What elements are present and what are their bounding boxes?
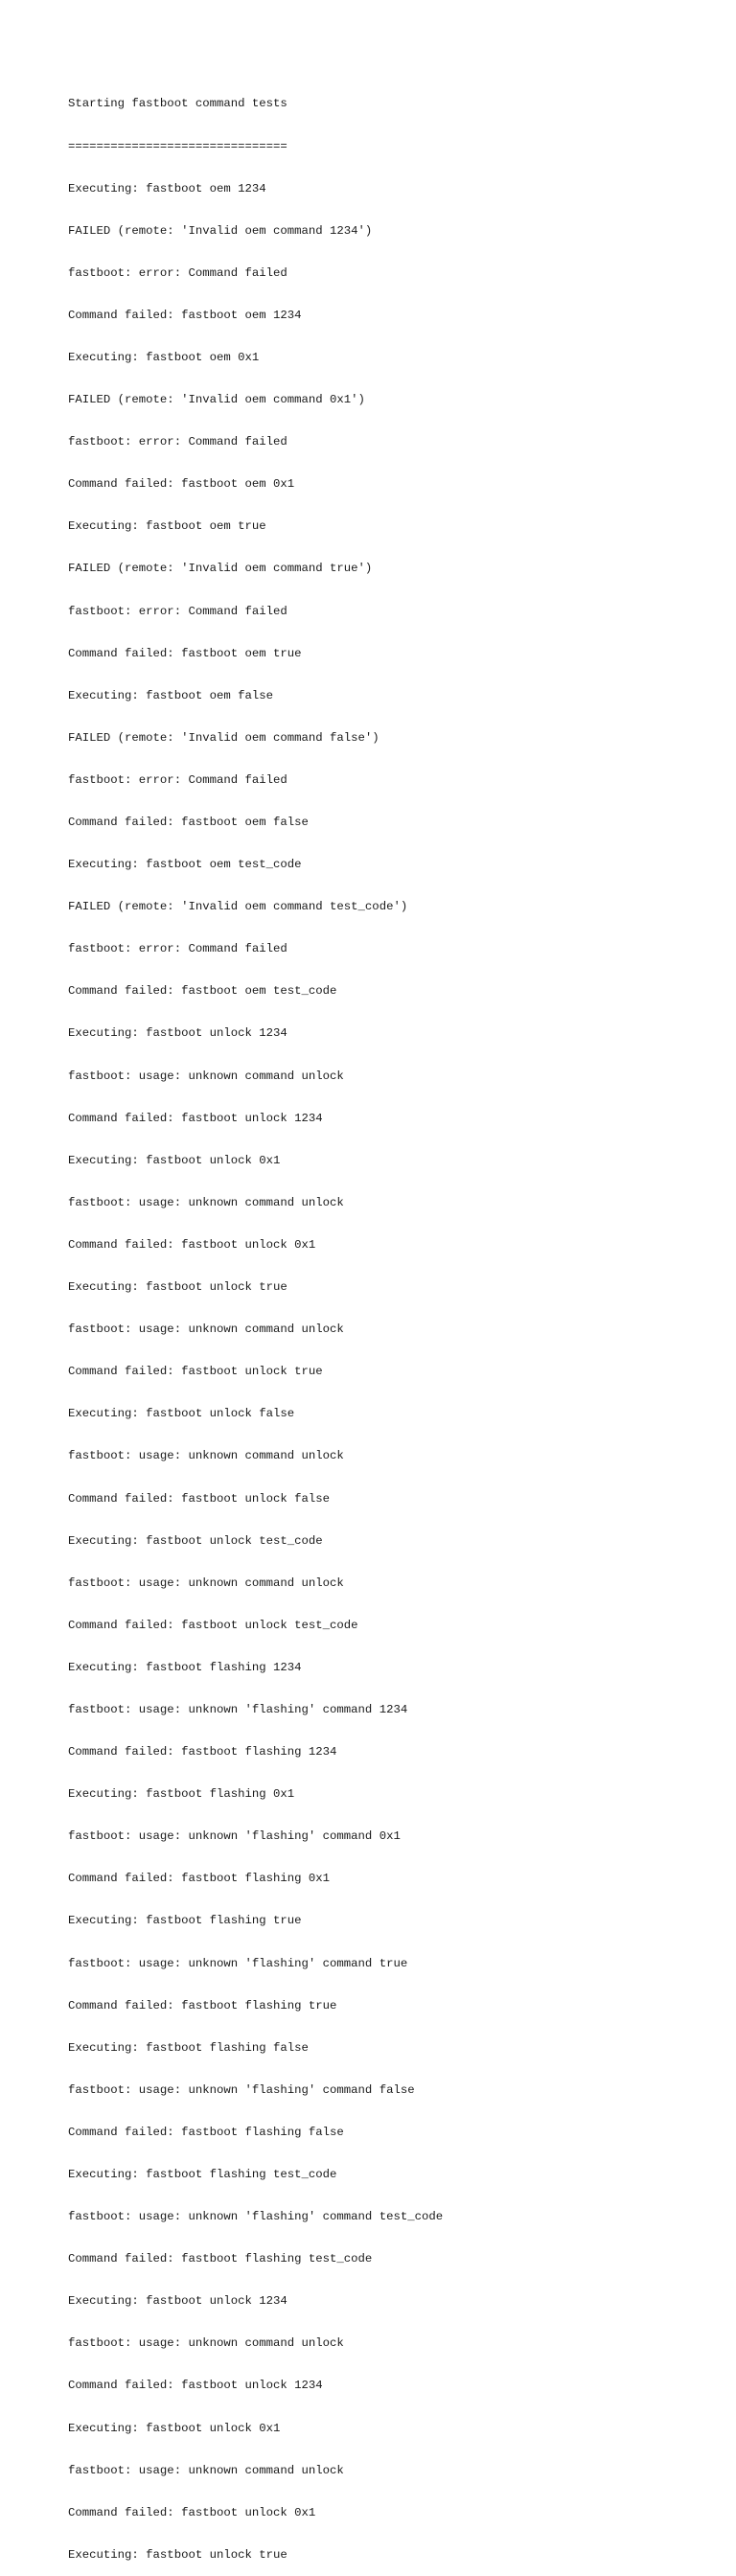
output-line: Command failed: fastboot oem 1234 bbox=[68, 308, 302, 322]
output-line: Executing: fastboot unlock true bbox=[68, 2547, 288, 2562]
output-line: Executing: fastboot oem test_code bbox=[68, 858, 302, 872]
output-line: fastboot: usage: unknown command unlock bbox=[68, 1322, 344, 1337]
output-line: =============================== bbox=[68, 139, 288, 153]
output-line: FAILED (remote: 'Invalid oem command 1234') bbox=[68, 223, 373, 238]
output-line: Executing: fastboot unlock 1234 bbox=[68, 2294, 288, 2309]
output-line: Command failed: fastboot oem 0x1 bbox=[68, 477, 295, 492]
output-line: Command failed: fastboot unlock 0x1 bbox=[68, 2505, 316, 2519]
output-line: Executing: fastboot flashing 0x1 bbox=[68, 1787, 295, 1802]
output-line: FAILED (remote: 'Invalid oem command false') bbox=[68, 730, 380, 745]
output-line: Executing: fastboot oem 0x1 bbox=[68, 350, 260, 364]
output-line: fastboot: usage: unknown 'flashing' command 0x1 bbox=[68, 1829, 401, 1844]
output-line: Executing: fastboot oem true bbox=[68, 519, 266, 534]
output-line: FAILED (remote: 'Invalid oem command true') bbox=[68, 562, 373, 576]
output-line: Command failed: fastboot flashing true bbox=[68, 1998, 337, 2012]
output-line: fastboot: error: Command failed bbox=[68, 604, 288, 618]
output-line: Executing: fastboot unlock true bbox=[68, 1280, 288, 1295]
output-line: Command failed: fastboot flashing 0x1 bbox=[68, 1872, 331, 1886]
output-line: Executing: fastboot unlock false bbox=[68, 1407, 295, 1421]
output-line: Executing: fastboot flashing true bbox=[68, 1914, 302, 1928]
output-line: Executing: fastboot unlock 0x1 bbox=[68, 1153, 281, 1167]
output-line: fastboot: usage: unknown command unlock bbox=[68, 1069, 344, 1083]
terminal-output bbox=[68, 69, 443, 2576]
output-line: Executing: fastboot oem false bbox=[68, 688, 274, 702]
output-line: Executing: fastboot flashing 1234 bbox=[68, 1660, 302, 1674]
output-line: FAILED (remote: 'Invalid oem command test_code') bbox=[68, 900, 408, 914]
output-line: fastboot: usage: unknown command unlock bbox=[68, 2463, 344, 2477]
output-line: Command failed: fastboot oem false bbox=[68, 816, 309, 829]
output-line: fastboot: usage: unknown command unlock bbox=[68, 1576, 344, 1590]
output-line: Command failed: fastboot unlock 1234 bbox=[68, 1111, 323, 1125]
output-line: fastboot: usage: unknown 'flashing' command test_code bbox=[68, 2210, 444, 2224]
output-line: fastboot: usage: unknown command unlock bbox=[68, 1449, 344, 1463]
output-line: Executing: fastboot unlock 0x1 bbox=[68, 2421, 281, 2435]
output-line: Command failed: fastboot unlock test_code bbox=[68, 1618, 358, 1632]
output-line: Command failed: fastboot unlock 1234 bbox=[68, 2379, 323, 2393]
output-line: fastboot: error: Command failed bbox=[68, 265, 288, 280]
output-line: fastboot: error: Command failed bbox=[68, 942, 288, 956]
output-line: Executing: fastboot oem 1234 bbox=[68, 181, 266, 196]
output-line: fastboot: error: Command failed bbox=[68, 435, 288, 449]
output-line: fastboot: error: Command failed bbox=[68, 772, 288, 787]
output-line: Starting fastboot command tests bbox=[68, 97, 288, 111]
output-line: fastboot: usage: unknown command unlock bbox=[68, 2336, 344, 2351]
output-line: Command failed: fastboot flashing false bbox=[68, 2125, 344, 2139]
output-line: Command failed: fastboot unlock 0x1 bbox=[68, 1237, 316, 1252]
output-line: fastboot: usage: unknown 'flashing' command 1234 bbox=[68, 1702, 408, 1716]
output-line: Executing: fastboot flashing test_code bbox=[68, 2168, 337, 2181]
output-line: FAILED (remote: 'Invalid oem command 0x1') bbox=[68, 393, 365, 407]
output-line: Executing: fastboot unlock 1234 bbox=[68, 1026, 288, 1041]
output-line: Command failed: fastboot oem test_code bbox=[68, 984, 337, 999]
output-line: fastboot: usage: unknown 'flashing' command false bbox=[68, 2082, 415, 2097]
output-line: Command failed: fastboot flashing test_code bbox=[68, 2252, 373, 2266]
output-line: Executing: fastboot flashing false bbox=[68, 2040, 309, 2055]
output-line: Command failed: fastboot unlock true bbox=[68, 1365, 323, 1379]
output-line: Command failed: fastboot oem true bbox=[68, 646, 302, 660]
output-line: Command failed: fastboot flashing 1234 bbox=[68, 1745, 337, 1760]
output-line: fastboot: usage: unknown command unlock bbox=[68, 1195, 344, 1209]
output-line: Command failed: fastboot unlock false bbox=[68, 1491, 331, 1506]
output-line: Executing: fastboot unlock test_code bbox=[68, 1533, 323, 1548]
output-line: fastboot: usage: unknown 'flashing' command true bbox=[68, 1956, 408, 1970]
